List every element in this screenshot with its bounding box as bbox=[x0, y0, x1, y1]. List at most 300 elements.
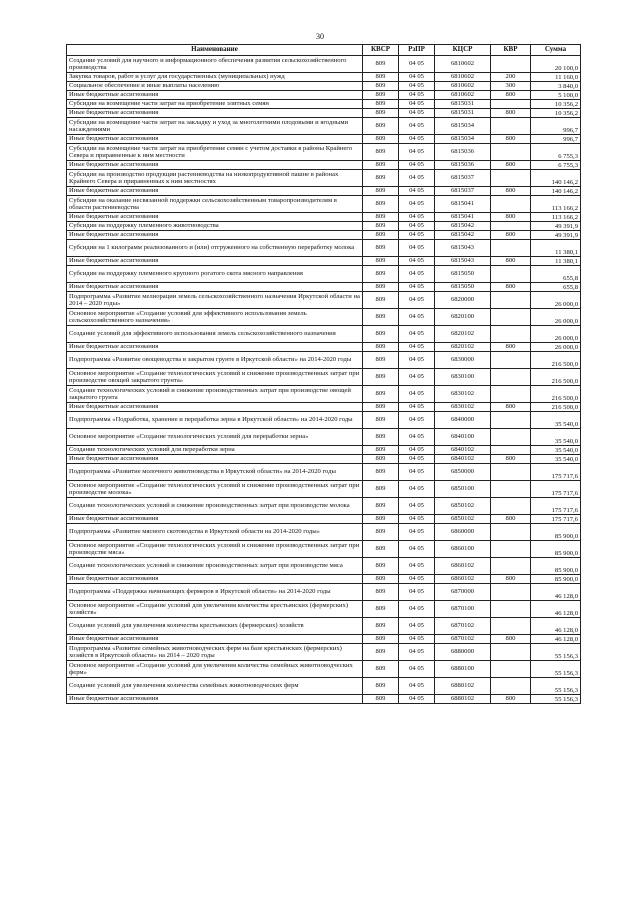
cell-kvr: 800 bbox=[491, 283, 531, 292]
cell-ksr: 6860100 bbox=[435, 541, 491, 558]
cell-name: Основное мероприятие «Создание условий для увеличения количества крестьянских (фермерских) хозяйств» bbox=[67, 601, 363, 618]
cell-name: Субсидии на возмещение части затрат на приобретение семян с учетом доставки в районы Крайнего Севера и приравненные к ним местности bbox=[67, 144, 363, 161]
cell-name: Субсидии на поддержку племенного крупного рогатого скота мясного направления bbox=[67, 266, 363, 283]
cell-kvr: 200 bbox=[491, 73, 531, 82]
cell-rzpr: 04 05 bbox=[399, 412, 435, 429]
cell-ksr: 6840102 bbox=[435, 455, 491, 464]
cell-kvsr: 809 bbox=[363, 73, 399, 82]
table-row bbox=[67, 326, 581, 343]
cell-kvr bbox=[491, 326, 531, 343]
cell-sum: 55 156,3 bbox=[531, 678, 581, 695]
cell-sum: 35 540,0 bbox=[531, 412, 581, 429]
table-row bbox=[67, 135, 581, 144]
cell-sum: 85 900,0 bbox=[531, 541, 581, 558]
cell-rzpr: 04 05 bbox=[399, 266, 435, 283]
cell-ksr: 6815041 bbox=[435, 196, 491, 213]
cell-rzpr: 04 05 bbox=[399, 575, 435, 584]
table-row bbox=[67, 144, 581, 161]
cell-kvr bbox=[491, 266, 531, 283]
cell-rzpr: 04 05 bbox=[399, 386, 435, 403]
cell-rzpr: 04 05 bbox=[399, 187, 435, 196]
table-row bbox=[67, 575, 581, 584]
cell-sum: 55 156,3 bbox=[531, 661, 581, 678]
cell-kvr bbox=[491, 118, 531, 135]
table-row bbox=[67, 558, 581, 575]
cell-sum: 175 717,6 bbox=[531, 464, 581, 481]
cell-name: Иные бюджетные ассигнования bbox=[67, 135, 363, 144]
cell-kvr bbox=[491, 446, 531, 455]
cell-rzpr: 04 05 bbox=[399, 644, 435, 661]
table-row bbox=[67, 82, 581, 91]
cell-rzpr: 04 05 bbox=[399, 429, 435, 446]
table-row bbox=[67, 170, 581, 187]
cell-ksr: 6810602 bbox=[435, 56, 491, 73]
table-row bbox=[67, 240, 581, 257]
cell-rzpr: 04 05 bbox=[399, 541, 435, 558]
table-row bbox=[67, 386, 581, 403]
table-row bbox=[67, 412, 581, 429]
cell-name: Субсидии на оказание несвязанной поддержки сельскохозяйственным товаропроизводителям в области растениеводства bbox=[67, 196, 363, 213]
cell-rzpr: 04 05 bbox=[399, 196, 435, 213]
cell-ksr: 6815042 bbox=[435, 231, 491, 240]
cell-name: Подпрограмма «Развитие мелиорации земель сельскохозяйственного назначения Иркутской области на 2014 – 2020 годы» bbox=[67, 292, 363, 309]
cell-sum: 113 166,2 bbox=[531, 213, 581, 222]
table-row bbox=[67, 601, 581, 618]
cell-kvsr: 809 bbox=[363, 644, 399, 661]
cell-kvr bbox=[491, 481, 531, 498]
table-row bbox=[67, 343, 581, 352]
cell-rzpr: 04 05 bbox=[399, 292, 435, 309]
cell-ksr: 6830102 bbox=[435, 386, 491, 403]
cell-kvsr: 809 bbox=[363, 515, 399, 524]
cell-sum: 175 717,6 bbox=[531, 515, 581, 524]
cell-ksr: 6820102 bbox=[435, 343, 491, 352]
cell-kvsr: 809 bbox=[363, 109, 399, 118]
cell-kvr bbox=[491, 601, 531, 618]
table-row bbox=[67, 222, 581, 231]
cell-kvsr: 809 bbox=[363, 213, 399, 222]
cell-name: Основное мероприятие «Создание технологических условий для переработки зерна» bbox=[67, 429, 363, 446]
cell-kvr bbox=[491, 464, 531, 481]
page-number: 30 bbox=[316, 32, 324, 41]
cell-sum: 6 755,3 bbox=[531, 144, 581, 161]
cell-sum: 216 500,0 bbox=[531, 352, 581, 369]
cell-sum: 85 900,0 bbox=[531, 524, 581, 541]
cell-kvr bbox=[491, 661, 531, 678]
cell-sum: 26 000,0 bbox=[531, 292, 581, 309]
table-row bbox=[67, 481, 581, 498]
cell-rzpr: 04 05 bbox=[399, 170, 435, 187]
cell-kvr: 800 bbox=[491, 403, 531, 412]
cell-rzpr: 04 05 bbox=[399, 343, 435, 352]
cell-kvsr: 809 bbox=[363, 187, 399, 196]
cell-ksr: 6815050 bbox=[435, 283, 491, 292]
cell-kvr bbox=[491, 352, 531, 369]
cell-rzpr: 04 05 bbox=[399, 678, 435, 695]
cell-rzpr: 04 05 bbox=[399, 464, 435, 481]
cell-name: Социальное обеспечение и иные выплаты населению bbox=[67, 82, 363, 91]
cell-sum: 216 500,0 bbox=[531, 369, 581, 386]
cell-kvr bbox=[491, 386, 531, 403]
table-row bbox=[67, 618, 581, 635]
cell-name: Иные бюджетные ассигнования bbox=[67, 283, 363, 292]
cell-sum: 26 000,0 bbox=[531, 309, 581, 326]
cell-rzpr: 04 05 bbox=[399, 222, 435, 231]
cell-rzpr: 04 05 bbox=[399, 91, 435, 100]
cell-kvsr: 809 bbox=[363, 412, 399, 429]
table-row bbox=[67, 584, 581, 601]
cell-name: Создание условий для увеличения количества семейных животноводческих ферм bbox=[67, 678, 363, 695]
cell-kvsr: 809 bbox=[363, 446, 399, 455]
table-row bbox=[67, 541, 581, 558]
table-row bbox=[67, 118, 581, 135]
cell-name: Иные бюджетные ассигнования bbox=[67, 213, 363, 222]
cell-kvr: 800 bbox=[491, 231, 531, 240]
cell-rzpr: 04 05 bbox=[399, 118, 435, 135]
cell-name: Основное мероприятие «Создание технологических условий и снижение производственных затрат при производстве овощей закрытого грунта» bbox=[67, 369, 363, 386]
cell-kvsr: 809 bbox=[363, 266, 399, 283]
cell-name: Иные бюджетные ассигнования bbox=[67, 187, 363, 196]
cell-sum: 996,7 bbox=[531, 135, 581, 144]
cell-sum: 175 717,6 bbox=[531, 498, 581, 515]
cell-ksr: 6810602 bbox=[435, 91, 491, 100]
cell-name: Основное мероприятие «Создание условий для увеличения количества семейных животноводческих ферм» bbox=[67, 661, 363, 678]
cell-ksr: 6820102 bbox=[435, 326, 491, 343]
cell-ksr: 6810602 bbox=[435, 82, 491, 91]
cell-ksr: 6860102 bbox=[435, 575, 491, 584]
cell-rzpr: 04 05 bbox=[399, 135, 435, 144]
cell-ksr: 6870000 bbox=[435, 584, 491, 601]
table-row bbox=[67, 644, 581, 661]
table-row bbox=[67, 515, 581, 524]
cell-ksr: 6840100 bbox=[435, 429, 491, 446]
cell-kvsr: 809 bbox=[363, 343, 399, 352]
cell-rzpr: 04 05 bbox=[399, 283, 435, 292]
cell-kvsr: 809 bbox=[363, 309, 399, 326]
header-rzpr: РзПР bbox=[399, 45, 435, 56]
cell-ksr: 6850000 bbox=[435, 464, 491, 481]
cell-kvsr: 809 bbox=[363, 352, 399, 369]
cell-rzpr: 04 05 bbox=[399, 352, 435, 369]
table-row bbox=[67, 100, 581, 109]
cell-sum: 216 500,0 bbox=[531, 403, 581, 412]
cell-kvr: 800 bbox=[491, 455, 531, 464]
cell-ksr: 6815031 bbox=[435, 100, 491, 109]
cell-sum: 26 000,0 bbox=[531, 343, 581, 352]
cell-name: Субсидии на возмещение части затрат на закладку и уход за многолетними плодовыми и ягодными насаждениями bbox=[67, 118, 363, 135]
cell-kvr bbox=[491, 618, 531, 635]
table-row bbox=[67, 369, 581, 386]
cell-name: Создание условий для научного и информационного обеспечения развития сельскохозяйственного производства bbox=[67, 56, 363, 73]
cell-rzpr: 04 05 bbox=[399, 695, 435, 704]
cell-ksr: 6850100 bbox=[435, 481, 491, 498]
table-row bbox=[67, 56, 581, 73]
cell-kvr bbox=[491, 100, 531, 109]
cell-rzpr: 04 05 bbox=[399, 481, 435, 498]
cell-name: Основное мероприятие «Создание технологических условий и снижение производственных затрат при производстве молока» bbox=[67, 481, 363, 498]
table-row bbox=[67, 266, 581, 283]
cell-kvr bbox=[491, 584, 531, 601]
cell-kvsr: 809 bbox=[363, 369, 399, 386]
cell-sum: 3 840,0 bbox=[531, 82, 581, 91]
cell-rzpr: 04 05 bbox=[399, 100, 435, 109]
cell-sum: 35 540,0 bbox=[531, 446, 581, 455]
cell-kvr bbox=[491, 240, 531, 257]
cell-name: Создание условий для эффективного использования земель сельскохозяйственного назначения bbox=[67, 326, 363, 343]
cell-sum: 996,7 bbox=[531, 118, 581, 135]
cell-sum: 140 146,2 bbox=[531, 187, 581, 196]
cell-kvr bbox=[491, 309, 531, 326]
cell-rzpr: 04 05 bbox=[399, 109, 435, 118]
cell-kvr: 800 bbox=[491, 109, 531, 118]
cell-kvsr: 809 bbox=[363, 231, 399, 240]
cell-name: Иные бюджетные ассигнования bbox=[67, 515, 363, 524]
cell-sum: 655,8 bbox=[531, 266, 581, 283]
cell-ksr: 6820000 bbox=[435, 292, 491, 309]
table-row bbox=[67, 196, 581, 213]
cell-sum: 6 755,3 bbox=[531, 161, 581, 170]
cell-sum: 46 128,0 bbox=[531, 584, 581, 601]
cell-kvr: 800 bbox=[491, 91, 531, 100]
cell-sum: 55 156,3 bbox=[531, 695, 581, 704]
cell-kvsr: 809 bbox=[363, 196, 399, 213]
cell-kvr: 800 bbox=[491, 257, 531, 266]
cell-kvsr: 809 bbox=[363, 82, 399, 91]
cell-kvr: 800 bbox=[491, 161, 531, 170]
table-row bbox=[67, 292, 581, 309]
cell-kvr: 800 bbox=[491, 515, 531, 524]
cell-kvsr: 809 bbox=[363, 161, 399, 170]
cell-sum: 35 540,0 bbox=[531, 455, 581, 464]
cell-rzpr: 04 05 bbox=[399, 524, 435, 541]
cell-rzpr: 04 05 bbox=[399, 515, 435, 524]
cell-kvsr: 809 bbox=[363, 481, 399, 498]
table-row bbox=[67, 213, 581, 222]
cell-sum: 35 540,0 bbox=[531, 429, 581, 446]
cell-kvr: 800 bbox=[491, 135, 531, 144]
cell-kvsr: 809 bbox=[363, 91, 399, 100]
cell-ksr: 6880100 bbox=[435, 661, 491, 678]
cell-sum: 655,8 bbox=[531, 283, 581, 292]
cell-kvr bbox=[491, 196, 531, 213]
cell-name: Подпрограмма «Развитие овощеводства в закрытом грунте в Иркутской области» на 2014-2020 годы bbox=[67, 352, 363, 369]
cell-kvsr: 809 bbox=[363, 635, 399, 644]
cell-kvr: 300 bbox=[491, 82, 531, 91]
cell-name: Иные бюджетные ассигнования bbox=[67, 343, 363, 352]
cell-sum: 55 156,3 bbox=[531, 644, 581, 661]
table-body bbox=[67, 56, 581, 704]
table-row bbox=[67, 661, 581, 678]
cell-ksr: 6815041 bbox=[435, 213, 491, 222]
table-row bbox=[67, 464, 581, 481]
cell-kvsr: 809 bbox=[363, 455, 399, 464]
cell-kvsr: 809 bbox=[363, 144, 399, 161]
cell-sum: 46 128,0 bbox=[531, 601, 581, 618]
cell-name: Создание технологических условий и снижение производственных затрат при производстве овощей закрытого грунта bbox=[67, 386, 363, 403]
cell-kvr bbox=[491, 541, 531, 558]
cell-sum: 5 100,0 bbox=[531, 91, 581, 100]
cell-rzpr: 04 05 bbox=[399, 240, 435, 257]
cell-name: Подпрограмма «Развитие мясного скотоводства в Иркутской области на 2014-2020 годы» bbox=[67, 524, 363, 541]
cell-kvr bbox=[491, 292, 531, 309]
cell-ksr: 6820100 bbox=[435, 309, 491, 326]
cell-rzpr: 04 05 bbox=[399, 309, 435, 326]
cell-ksr: 6815036 bbox=[435, 161, 491, 170]
cell-sum: 20 100,0 bbox=[531, 56, 581, 73]
cell-sum: 216 500,0 bbox=[531, 386, 581, 403]
cell-name: Иные бюджетные ассигнования bbox=[67, 403, 363, 412]
cell-ksr: 6830100 bbox=[435, 369, 491, 386]
cell-name: Иные бюджетные ассигнования bbox=[67, 695, 363, 704]
cell-rzpr: 04 05 bbox=[399, 56, 435, 73]
cell-ksr: 6815036 bbox=[435, 144, 491, 161]
cell-kvr: 800 bbox=[491, 695, 531, 704]
table-row bbox=[67, 283, 581, 292]
cell-name: Подпрограмма «Развитие семейных животноводческих ферм на базе крестьянских (фермерских) хозяйств в Иркутской области» на 2014 – 2020 годы bbox=[67, 644, 363, 661]
cell-kvsr: 809 bbox=[363, 498, 399, 515]
table-row bbox=[67, 161, 581, 170]
cell-kvsr: 809 bbox=[363, 283, 399, 292]
cell-name: Субсидии на 1 килограмм реализованного и (или) отгруженного на собственную переработку молока bbox=[67, 240, 363, 257]
cell-ksr: 6860000 bbox=[435, 524, 491, 541]
cell-kvsr: 809 bbox=[363, 386, 399, 403]
cell-kvsr: 809 bbox=[363, 100, 399, 109]
cell-kvsr: 809 bbox=[363, 464, 399, 481]
cell-sum: 113 166,2 bbox=[531, 196, 581, 213]
cell-ksr: 6850102 bbox=[435, 498, 491, 515]
cell-sum: 49 391,9 bbox=[531, 222, 581, 231]
cell-sum: 10 356,2 bbox=[531, 100, 581, 109]
cell-sum: 11 380,1 bbox=[531, 257, 581, 266]
cell-kvr bbox=[491, 644, 531, 661]
cell-name: Создание условий для увеличения количества крестьянских (фермерских) хозяйств bbox=[67, 618, 363, 635]
cell-kvr: 800 bbox=[491, 575, 531, 584]
cell-kvsr: 809 bbox=[363, 618, 399, 635]
cell-kvsr: 809 bbox=[363, 695, 399, 704]
cell-rzpr: 04 05 bbox=[399, 635, 435, 644]
budget-table bbox=[66, 44, 581, 704]
cell-kvsr: 809 bbox=[363, 678, 399, 695]
cell-kvr bbox=[491, 144, 531, 161]
header-kvr: КВР bbox=[491, 45, 531, 56]
cell-rzpr: 04 05 bbox=[399, 144, 435, 161]
cell-sum: 11 160,0 bbox=[531, 73, 581, 82]
table-row bbox=[67, 446, 581, 455]
table-row bbox=[67, 695, 581, 704]
cell-kvr bbox=[491, 170, 531, 187]
cell-name: Подпрограмма «Поддержка начинающих фермеров в Иркутской области» на 2014-2020 годы bbox=[67, 584, 363, 601]
cell-name: Субсидии на поддержку племенного животноводства bbox=[67, 222, 363, 231]
cell-ksr: 6815043 bbox=[435, 240, 491, 257]
cell-rzpr: 04 05 bbox=[399, 231, 435, 240]
cell-rzpr: 04 05 bbox=[399, 618, 435, 635]
cell-rzpr: 04 05 bbox=[399, 661, 435, 678]
cell-name: Иные бюджетные ассигнования bbox=[67, 91, 363, 100]
cell-ksr: 6815034 bbox=[435, 118, 491, 135]
cell-ksr: 6880102 bbox=[435, 678, 491, 695]
table-row bbox=[67, 309, 581, 326]
cell-kvr: 800 bbox=[491, 635, 531, 644]
cell-ksr: 6840102 bbox=[435, 446, 491, 455]
cell-kvsr: 809 bbox=[363, 541, 399, 558]
cell-kvr: 800 bbox=[491, 187, 531, 196]
cell-sum: 49 391,9 bbox=[531, 231, 581, 240]
cell-sum: 140 146,2 bbox=[531, 170, 581, 187]
cell-kvsr: 809 bbox=[363, 429, 399, 446]
cell-kvr bbox=[491, 56, 531, 73]
cell-rzpr: 04 05 bbox=[399, 455, 435, 464]
cell-ksr: 6830102 bbox=[435, 403, 491, 412]
table-row bbox=[67, 352, 581, 369]
cell-ksr: 6860102 bbox=[435, 558, 491, 575]
cell-sum: 46 128,0 bbox=[531, 635, 581, 644]
cell-kvr bbox=[491, 429, 531, 446]
cell-kvsr: 809 bbox=[363, 56, 399, 73]
cell-kvr bbox=[491, 524, 531, 541]
cell-sum: 26 000,0 bbox=[531, 326, 581, 343]
cell-rzpr: 04 05 bbox=[399, 498, 435, 515]
cell-name: Субсидии на возмещение части затрат на приобретение элитных семян bbox=[67, 100, 363, 109]
cell-kvr bbox=[491, 222, 531, 231]
cell-rzpr: 04 05 bbox=[399, 257, 435, 266]
cell-kvr bbox=[491, 412, 531, 429]
cell-rzpr: 04 05 bbox=[399, 558, 435, 575]
cell-sum: 85 900,0 bbox=[531, 558, 581, 575]
cell-kvsr: 809 bbox=[363, 524, 399, 541]
cell-kvsr: 809 bbox=[363, 326, 399, 343]
table-row bbox=[67, 524, 581, 541]
cell-rzpr: 04 05 bbox=[399, 213, 435, 222]
cell-name: Создание технологических условий и снижение производственных затрат при производстве молока bbox=[67, 498, 363, 515]
cell-kvsr: 809 bbox=[363, 292, 399, 309]
cell-name: Иные бюджетные ассигнования bbox=[67, 109, 363, 118]
cell-rzpr: 04 05 bbox=[399, 601, 435, 618]
cell-rzpr: 04 05 bbox=[399, 161, 435, 170]
cell-ksr: 6840000 bbox=[435, 412, 491, 429]
cell-ksr: 6815037 bbox=[435, 170, 491, 187]
cell-rzpr: 04 05 bbox=[399, 369, 435, 386]
cell-sum: 85 900,0 bbox=[531, 575, 581, 584]
cell-sum: 46 128,0 bbox=[531, 618, 581, 635]
cell-sum: 175 717,6 bbox=[531, 481, 581, 498]
cell-sum: 11 380,1 bbox=[531, 240, 581, 257]
cell-kvr: 800 bbox=[491, 213, 531, 222]
table-row bbox=[67, 455, 581, 464]
cell-kvsr: 809 bbox=[363, 403, 399, 412]
cell-kvsr: 809 bbox=[363, 257, 399, 266]
cell-name: Подпрограмма «Развитие молочного животноводства в Иркутской области» на 2014-2020 годы bbox=[67, 464, 363, 481]
cell-name: Подпрограмма «Подработка, хранение и переработка зерна в Иркутской области» на 2014-2020 годы bbox=[67, 412, 363, 429]
cell-ksr: 6850102 bbox=[435, 515, 491, 524]
table-row bbox=[67, 187, 581, 196]
cell-ksr: 6880102 bbox=[435, 695, 491, 704]
cell-kvr bbox=[491, 558, 531, 575]
cell-ksr: 6815034 bbox=[435, 135, 491, 144]
cell-name: Иные бюджетные ассигнования bbox=[67, 575, 363, 584]
cell-rzpr: 04 05 bbox=[399, 584, 435, 601]
table-row bbox=[67, 231, 581, 240]
cell-ksr: 6870100 bbox=[435, 601, 491, 618]
cell-kvsr: 809 bbox=[363, 222, 399, 231]
cell-ksr: 6880000 bbox=[435, 644, 491, 661]
table-row bbox=[67, 73, 581, 82]
cell-ksr: 6815037 bbox=[435, 187, 491, 196]
cell-name: Иные бюджетные ассигнования bbox=[67, 257, 363, 266]
cell-rzpr: 04 05 bbox=[399, 82, 435, 91]
cell-kvr bbox=[491, 678, 531, 695]
cell-rzpr: 04 05 bbox=[399, 326, 435, 343]
cell-kvr bbox=[491, 369, 531, 386]
